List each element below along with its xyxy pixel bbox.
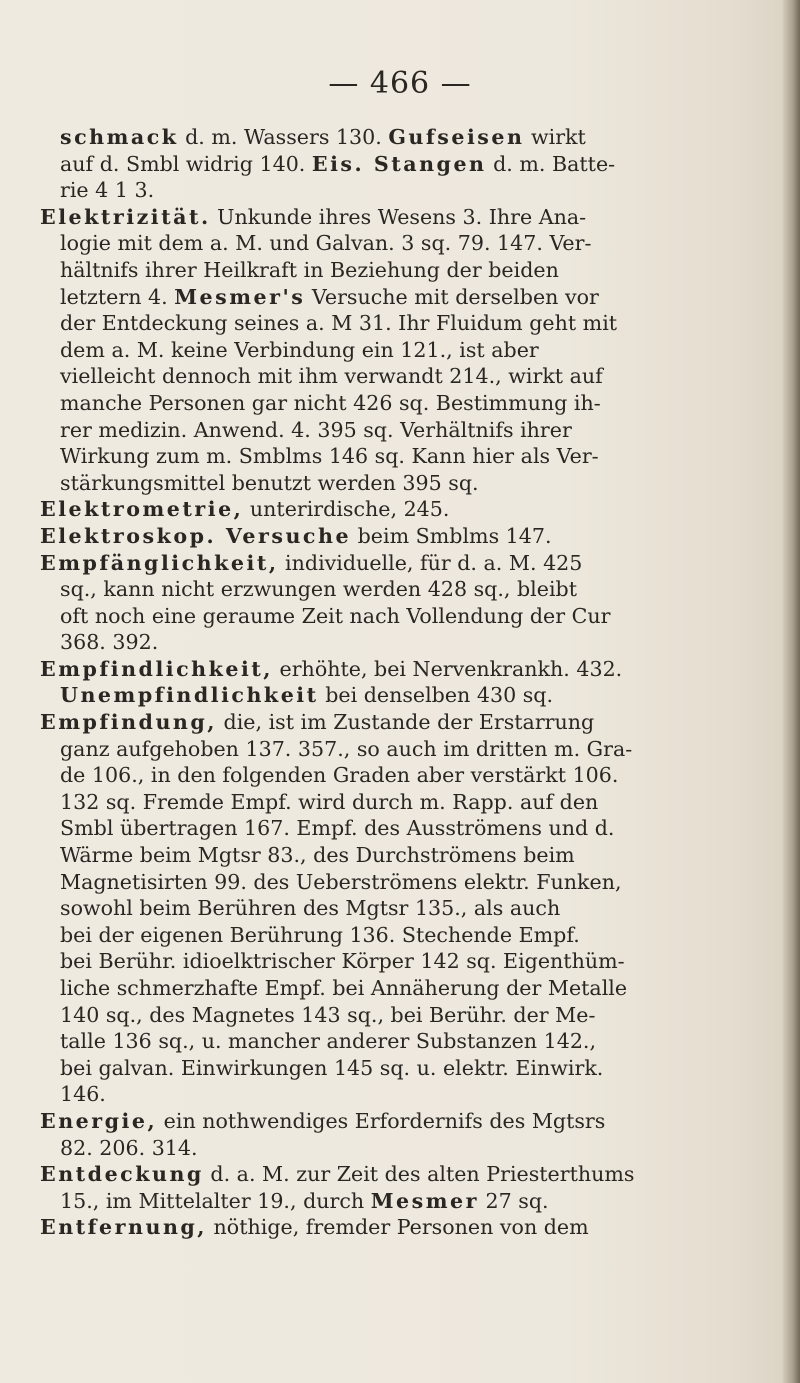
index-text: vielleicht dennoch mit ihm verwandt 214., wirkt auf [60,364,603,389]
index-text: d. a. M. zur Zeit des alten Priesterthums [203,1162,635,1187]
index-text: 27 sq. [478,1188,549,1213]
index-text: auf d. Smbl widrig 140. [60,151,312,176]
index-line [40,1081,760,1108]
index-text: Unkunde ihres Wesens 3. Ihre Ana- [210,204,587,229]
index-line [40,1028,760,1055]
index-term: Entdeckung [40,1162,204,1187]
index-text: bei Berühr. idioelktrischer Körper 142 sq. Eigenthüm- [60,949,625,974]
index-term: Empfänglichkeit, [40,550,279,575]
index-term: Mesmer's [174,284,306,309]
index-text: 140 sq., des Magnetes 143 sq., bei Berühr. der Me- [60,1002,596,1027]
index-line [40,443,760,470]
index-line [40,975,760,1002]
index-line [40,948,760,975]
index-text: dem a. M. keine Verbindung ein 121., ist aber [60,337,539,362]
index-term: Empfindlichkeit, [40,656,273,681]
index-line [40,204,760,231]
page-edge-shadow [782,0,800,1383]
index-text: Magnetisirten 99. des Ueberströmens elektr. Funken, [60,869,622,894]
index-line [40,417,760,444]
index-text: ganz aufgehoben 137. 357., so auch im dritten m. Gra- [60,736,633,761]
index-line [40,762,760,789]
index-line [40,815,760,842]
index-line [40,284,760,311]
index-text: manche Personen gar nicht 426 sq. Bestimmung ih- [60,390,601,415]
index-text: stärkungsmittel benutzt werden 395 sq. [60,470,479,495]
index-line [40,1135,760,1162]
index-text: erhöhte, bei Nervenkrankh. 432. [272,656,623,681]
index-line [40,1214,760,1241]
index-text: 368. 392. [60,630,159,655]
index-text: rer medizin. Anwend. 4. 395 sq. Verhältnifs ihrer [60,417,572,442]
index-line [40,656,760,683]
index-line [40,869,760,896]
index-line [40,736,760,763]
index-text: bei der eigenen Berührung 136. Stechende Empf. [60,922,580,947]
index-line [40,390,760,417]
index-text: Versuche mit derselben vor [305,284,599,309]
index-line [40,789,760,816]
index-text: bei galvan. Einwirkungen 145 sq. u. elektr. Einwirk. [60,1055,604,1080]
index-text: de 106., in den folgenden Graden aber verstärkt 106. [60,763,619,788]
index-line [40,470,760,497]
index-text: ein nothwendiges Erfordernifs des Mgtsrs [157,1108,606,1133]
index-line [40,682,760,709]
index-line [40,363,760,390]
index-term: Eis. Stangen [311,151,487,176]
index-line [40,337,760,364]
index-term: Unempfindlichkeit [60,683,319,708]
index-text: bei denselben 430 sq. [318,683,554,708]
index-line [40,177,760,204]
index-line [40,709,760,736]
page-number: — 466 — [328,66,472,101]
index-text: Smbl übertragen 167. Empf. des Ausströmens und d. [60,816,615,841]
index-line [40,1002,760,1029]
index-term: schmack [60,125,179,149]
index-line [40,310,760,337]
index-line [40,629,760,656]
index-line [40,1188,760,1215]
index-line [40,1108,760,1135]
index-text: 82. 206. 314. [60,1135,198,1160]
index-line [40,257,760,284]
index-text: die, ist im Zustande der Erstarrung [216,710,595,735]
index-text: der Entdeckung seines a. M 31. Ihr Fluidum geht mit [60,311,618,336]
index-text: wirkt [524,125,586,149]
index-line [40,230,760,257]
index-text-column [40,124,760,1241]
index-term: Elektrizität. [40,204,211,229]
index-line [40,922,760,949]
index-term: Energie, [40,1108,158,1133]
index-text: sowohl beim Berühren des Mgtsr 135., als auch [60,896,561,921]
index-line [40,124,760,151]
index-text: 132 sq. Fremde Empf. wird durch m. Rapp. auf den [60,789,599,814]
index-line [40,603,760,630]
index-text: nöthige, fremder Personen von dem [206,1215,589,1240]
index-line [40,576,760,603]
index-text: unterirdische, 245. [243,497,450,522]
index-text: letztern 4. [60,284,175,309]
index-text: d. m. Batte- [486,151,616,176]
index-text: logie mit dem a. M. und Galvan. 3 sq. 79. 147. Ver- [60,231,592,256]
index-text: beim Smblms 147. [351,523,552,548]
index-text: rie 4 1 3. [60,178,155,203]
index-text: liche schmerzhafte Empf. bei Annäherung der Metalle [60,976,628,1000]
index-line [40,1055,760,1082]
index-term: Mesmer [370,1188,479,1213]
index-term: Elektroskop. Versuche [40,523,352,548]
index-line [40,151,760,178]
index-text: hältnifs ihrer Heilkraft in Beziehung der beiden [60,257,559,282]
index-text: d. m. Wassers 130. [178,125,389,149]
index-line [40,550,760,577]
index-text: sq., kann nicht erzwungen werden 428 sq., bleibt [60,577,577,602]
index-term: Elektrometrie, [40,497,244,522]
index-term: Entfernung, [40,1215,207,1240]
index-line [40,496,760,523]
index-term: Empfindung, [40,710,217,735]
index-text: talle 136 sq., u. mancher anderer Substanzen 142., [60,1029,597,1054]
index-text: individuelle, für d. a. M. 425 [278,550,583,575]
index-term: Gufseisen [388,125,525,149]
index-line [40,895,760,922]
index-line [40,523,760,550]
index-line [40,1161,760,1188]
index-text: 146. [60,1082,106,1107]
index-text: oft noch eine geraume Zeit nach Vollendung der Cur [60,603,611,628]
index-line [40,842,760,869]
index-text: Wärme beim Mgtsr 83., des Durchströmens beim [60,843,575,868]
index-text: Wirkung zum m. Smblms 146 sq. Kann hier als Ver- [60,444,599,469]
index-text: 15., im Mittelalter 19., durch [60,1188,371,1213]
